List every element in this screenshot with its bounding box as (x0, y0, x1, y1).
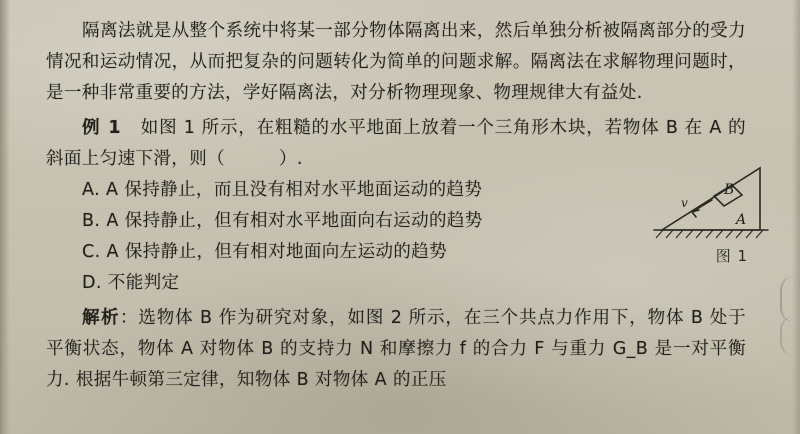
page-text-body (46, 16, 746, 396)
intro-paragraph: 隔离法就是从整个系统中将某一部分物体隔离出来，然后单独分析被隔离部分的受力情况和运动情况，从而把复杂的问题转化为简单的问题求解。隔离法在求解物理问题时，是一种非常重要的方法，学好隔离法，对分析物理现象、物理规律大有益处. (46, 21, 746, 103)
figure-1-inclined-plane (648, 152, 774, 270)
ground-hatching (656, 230, 763, 238)
figure-1-svg (648, 152, 774, 270)
option-c: C. A 保持静止，但有相对地面向左运动的趋势 (82, 242, 448, 262)
example-paragraph (46, 113, 746, 175)
page-right-edge-shadow (792, 0, 800, 434)
option-b: B. A 保持静止，但有相对水平地面向右运动的趋势 (82, 211, 483, 231)
solution-paragraph (46, 303, 746, 396)
option-a: A. A 保持静止，而且没有相对水平地面运动的趋势 (82, 180, 483, 200)
solution-lead: 解析 (82, 308, 120, 328)
figure-1-caption: 图 1 (715, 247, 748, 265)
example-lead: 例 1 (82, 118, 122, 138)
example-question-tail: ）. (279, 149, 303, 169)
label-b: B (724, 182, 735, 198)
page-curl-mark (780, 316, 798, 356)
option-d: D. 不能判定 (82, 273, 180, 293)
label-a: A (736, 212, 747, 228)
example-question-text: 如图 1 所示，在粗糙的水平地面上放着一个三角形木块，若物体 B 在 A 的斜面上匀速下滑，则（ (46, 118, 747, 169)
solution-text: ：选物体 B 作为研究对象，如图 2 所示，在三个共点力作用下，物体 B 处于平衡状态，物体 A 对物体 B 的支持力 N 和摩擦力 f 的合力 F 与重力 G_B 是一对平衡力. 根据牛顿第三定律，知物体 B 对物体 A 的正压 (46, 308, 746, 390)
page-left-edge-shadow (0, 0, 10, 434)
label-v: v (681, 196, 688, 210)
